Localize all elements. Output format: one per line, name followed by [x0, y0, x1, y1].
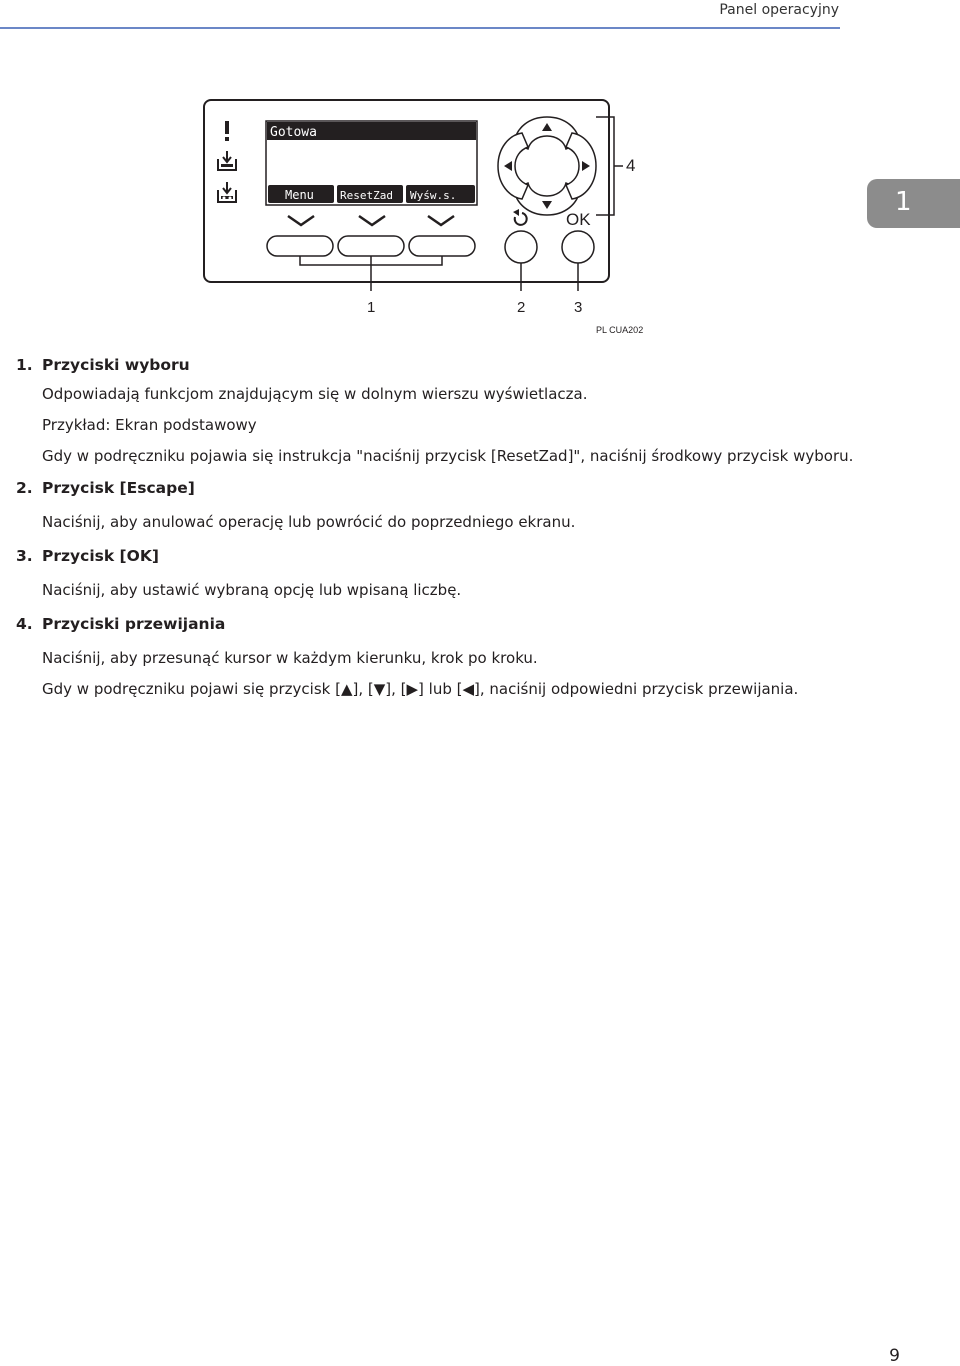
running-header: Panel operacyjny — [719, 2, 839, 18]
item-title: Przyciski przewijania — [42, 615, 226, 633]
header-rule — [0, 27, 840, 29]
lcd-softkey-label-1: Menu — [285, 188, 314, 202]
list-item — [16, 355, 916, 466]
item-number: 4. — [16, 615, 33, 633]
item-paragraph: Naciśnij, aby ustawić wybraną opcję lub wpisaną liczbę. — [42, 581, 462, 599]
exclamation-icon — [225, 121, 229, 141]
item-number: 1. — [16, 356, 33, 374]
figure-code: PL CUA202 — [596, 325, 644, 335]
callout-1-label: 1 — [367, 299, 376, 316]
selection-key-middle[interactable] — [338, 236, 404, 256]
item-number: 2. — [16, 479, 33, 497]
lcd-status-text: Gotowa — [270, 125, 317, 140]
lcd-softkey-label-2: ResetZad — [340, 189, 393, 202]
item-heading — [16, 614, 916, 634]
item-paragraph: Gdy w podręczniku pojawi się przycisk [▲], [▼], [▶] lub [◀], naciśnij odpowiedni przycisk przewijania. — [42, 680, 799, 698]
lcd-softkey-label-3: Wyśw.s. — [410, 189, 457, 202]
list-item — [16, 478, 916, 532]
item-paragraph: Gdy w podręczniku pojawia się instrukcja "naciśnij przycisk [ResetZad]", naciśnij środkowy przycisk wyboru. — [42, 447, 854, 465]
ok-label: OK — [566, 210, 591, 229]
item-paragraph: Przykład: Ekran podstawowy — [42, 416, 257, 434]
item-title: Przycisk [Escape] — [42, 479, 195, 497]
item-paragraph: Naciśnij, aby anulować operację lub powrócić do poprzedniego ekranu. — [42, 513, 576, 531]
callout-4-label: 4 — [626, 156, 636, 175]
item-paragraph: Naciśnij, aby przesunąć kursor w każdym kierunku, krok po kroku. — [42, 649, 538, 667]
item-number: 3. — [16, 547, 33, 565]
item-list — [16, 355, 916, 699]
ok-key[interactable] — [562, 231, 594, 263]
control-panel-figure — [195, 95, 655, 345]
item-heading — [16, 355, 916, 375]
list-item — [16, 614, 916, 699]
callout-2-label: 2 — [517, 299, 526, 316]
item-title: Przycisk [OK] — [42, 547, 159, 565]
chapter-tab — [867, 179, 960, 228]
item-heading — [16, 478, 916, 498]
list-item — [16, 546, 916, 600]
callout-3-label: 3 — [574, 299, 583, 316]
page-number: 9 — [889, 1346, 900, 1366]
selection-key-right[interactable] — [409, 236, 475, 256]
selection-key-left[interactable] — [267, 236, 333, 256]
item-heading — [16, 546, 916, 566]
chapter-number: 1 — [895, 187, 912, 217]
escape-key[interactable] — [505, 231, 537, 263]
item-paragraph: Odpowiadają funkcjom znajdującym się w dolnym wierszu wyświetlacza. — [42, 385, 588, 403]
item-title: Przyciski wyboru — [42, 356, 190, 374]
